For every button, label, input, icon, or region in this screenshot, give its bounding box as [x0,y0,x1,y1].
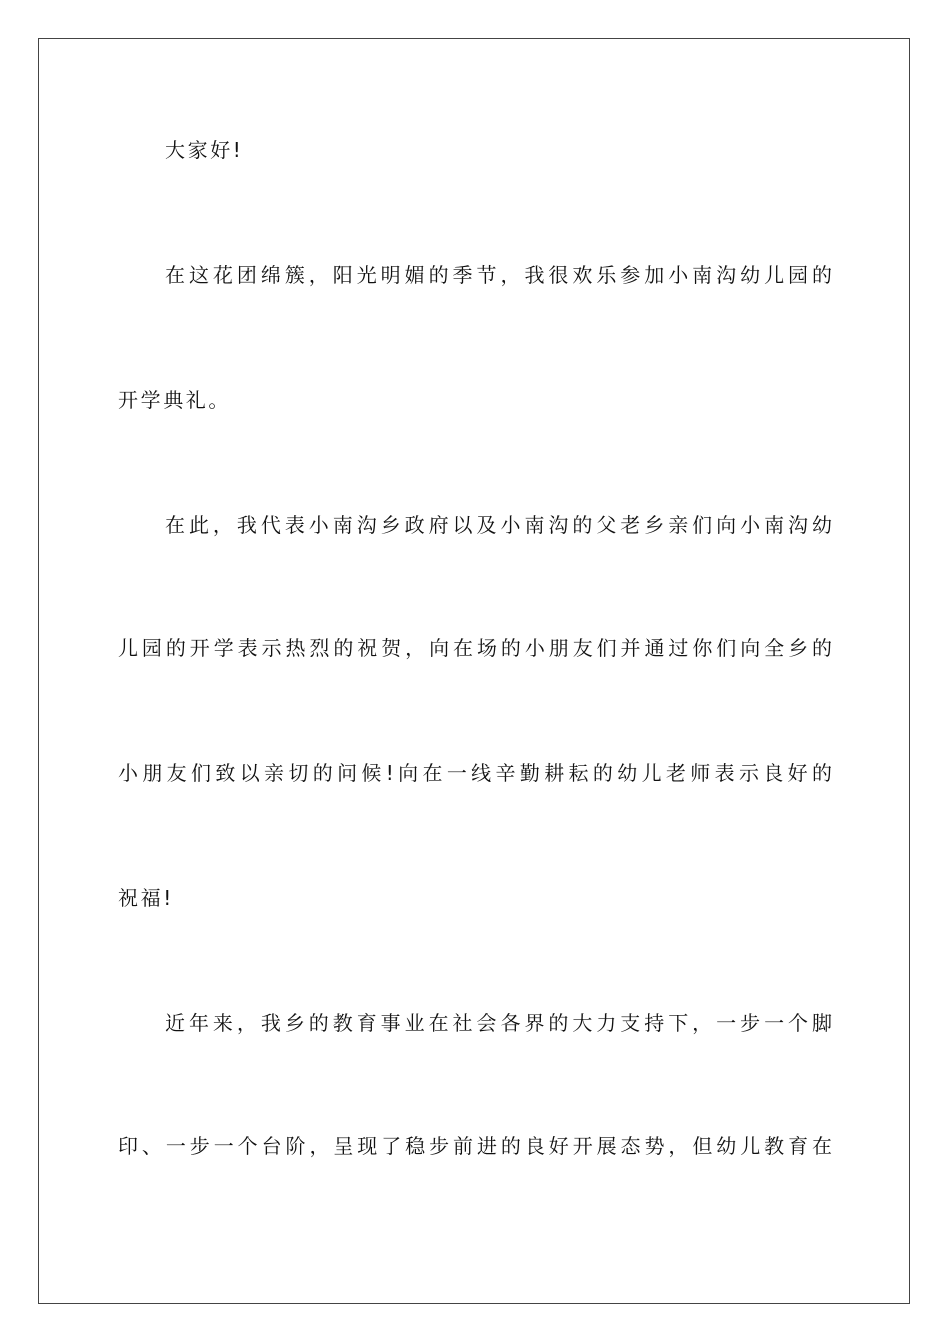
paragraph-2-line-1: 在此，我代表小南沟乡政府以及小南沟的父老乡亲们向小南沟幼 [165,513,832,537]
paragraph-2-line-4: 祝福! [118,886,174,910]
greeting-line: 大家好! [165,138,244,162]
paragraph-1-line-2: 开学典礼。 [118,388,231,412]
paragraph-3-line-2: 印、一步一个台阶，呈现了稳步前进的良好开展态势，但幼儿教育在 [118,1134,832,1158]
paragraph-1-line-1: 在这花团绵簇，阳光明媚的季节，我很欢乐参加小南沟幼儿园的 [165,263,832,287]
paragraph-3-line-1: 近年来，我乡的教育事业在社会各界的大力支持下，一步一个脚 [165,1011,832,1035]
page-border [38,38,910,1304]
paragraph-2-line-2: 儿园的开学表示热烈的祝贺，向在场的小朋友们并通过你们向全乡的 [118,636,832,660]
paragraph-2-line-3: 小朋友们致以亲切的问候!向在一线辛勤耕耘的幼儿老师表示良好的 [118,761,832,785]
